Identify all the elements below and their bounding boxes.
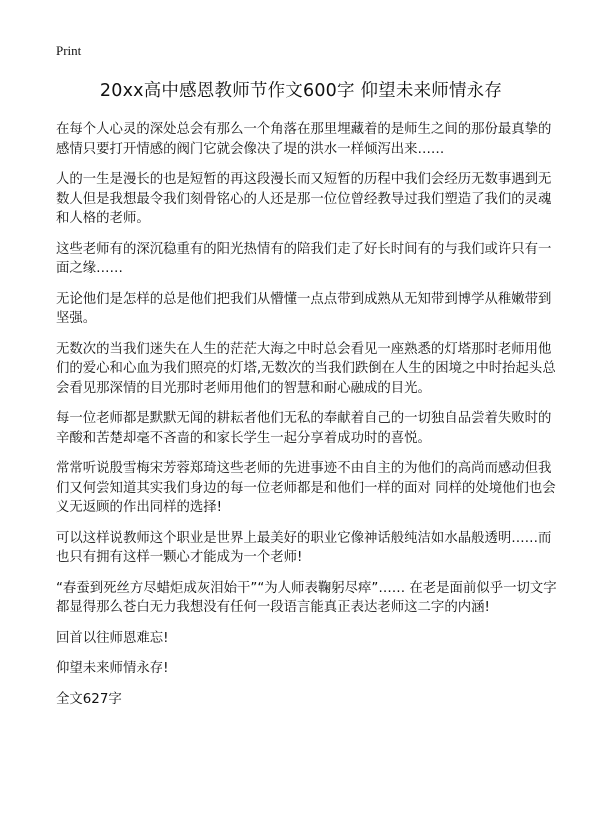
paragraph: 在每个人心灵的深处总会有那么一个角落在那里埋藏着的是师生之间的那份最真挚的感情只要打开情感的阀门它就会像决了堤的洪水一样倾泻出来…… bbox=[56, 122, 552, 157]
paragraph: 这些老师有的深沉稳重有的阳光热情有的陪我们走了好长时间有的与我们或许只有一面之缘…… bbox=[56, 241, 552, 276]
paragraph: 无数次的当我们迷失在人生的茫茫大海之中时总会看见一座熟悉的灯塔那时老师用他们的爱心和心血为我们照亮的灯塔,无数次的当我们跌倒在人生的困境之中时抬起头总会看见那深情的目光那时老师用他们的智慧和耐心融成的目光。 bbox=[56, 341, 556, 396]
paragraph: 人的一生是漫长的也是短暂的再这段漫长而又短暂的历程中我们会经历无数事遇到无数人但是我想最令我们刻骨铭心的人还是那一位位曾经教导过我们塑造了我们的灵魂和人格的老师。 bbox=[56, 172, 552, 226]
paragraph: 无论他们是怎样的总是他们把我们从懵懂一点点带到成熟从无知带到博学从稚嫩带到坚强。 bbox=[56, 291, 552, 326]
paragraph: 每一位老师都是默默无闻的耕耘者他们无私的奉献着自己的一切独自品尝着失败时的辛酸和苦楚却毫不吝啬的和家长学生一起分享着成功时的喜悦。 bbox=[56, 411, 552, 446]
closing-line: 仰望未来师情永存! bbox=[56, 661, 169, 676]
document-title: 20xx高中感恩教师节作文600字 仰望未来师情永存 bbox=[99, 81, 503, 101]
paragraph: 可以这样说教师这个职业是世界上最美好的职业它像神话般纯洁如水晶般透明……而也只有拥有这样一颗心才能成为一个老师! bbox=[56, 530, 552, 565]
print-label: Print bbox=[56, 43, 82, 58]
closing-line: 回首以往师恩难忘! bbox=[56, 630, 169, 646]
paragraph: 常常听说殷雪梅宋芳蓉郑琦这些老师的先进事迹不由自主的为他们的高尚而感动但我们又何尝知道其实我们身边的每一位老师都是和他们一样的面对 同样的处境他们也会义无返顾的作出同样的选择! bbox=[56, 461, 556, 515]
paragraph: “春蚕到死丝方尽蜡炬成灰泪始干”“为人师表鞠躬尽瘁”…… 在老是面前似乎一切文字都显得那么苍白无力我想没有任何一段语言能真正表达老师这二字的内涵! bbox=[56, 580, 557, 615]
word-count: 全文627字 bbox=[56, 691, 122, 707]
